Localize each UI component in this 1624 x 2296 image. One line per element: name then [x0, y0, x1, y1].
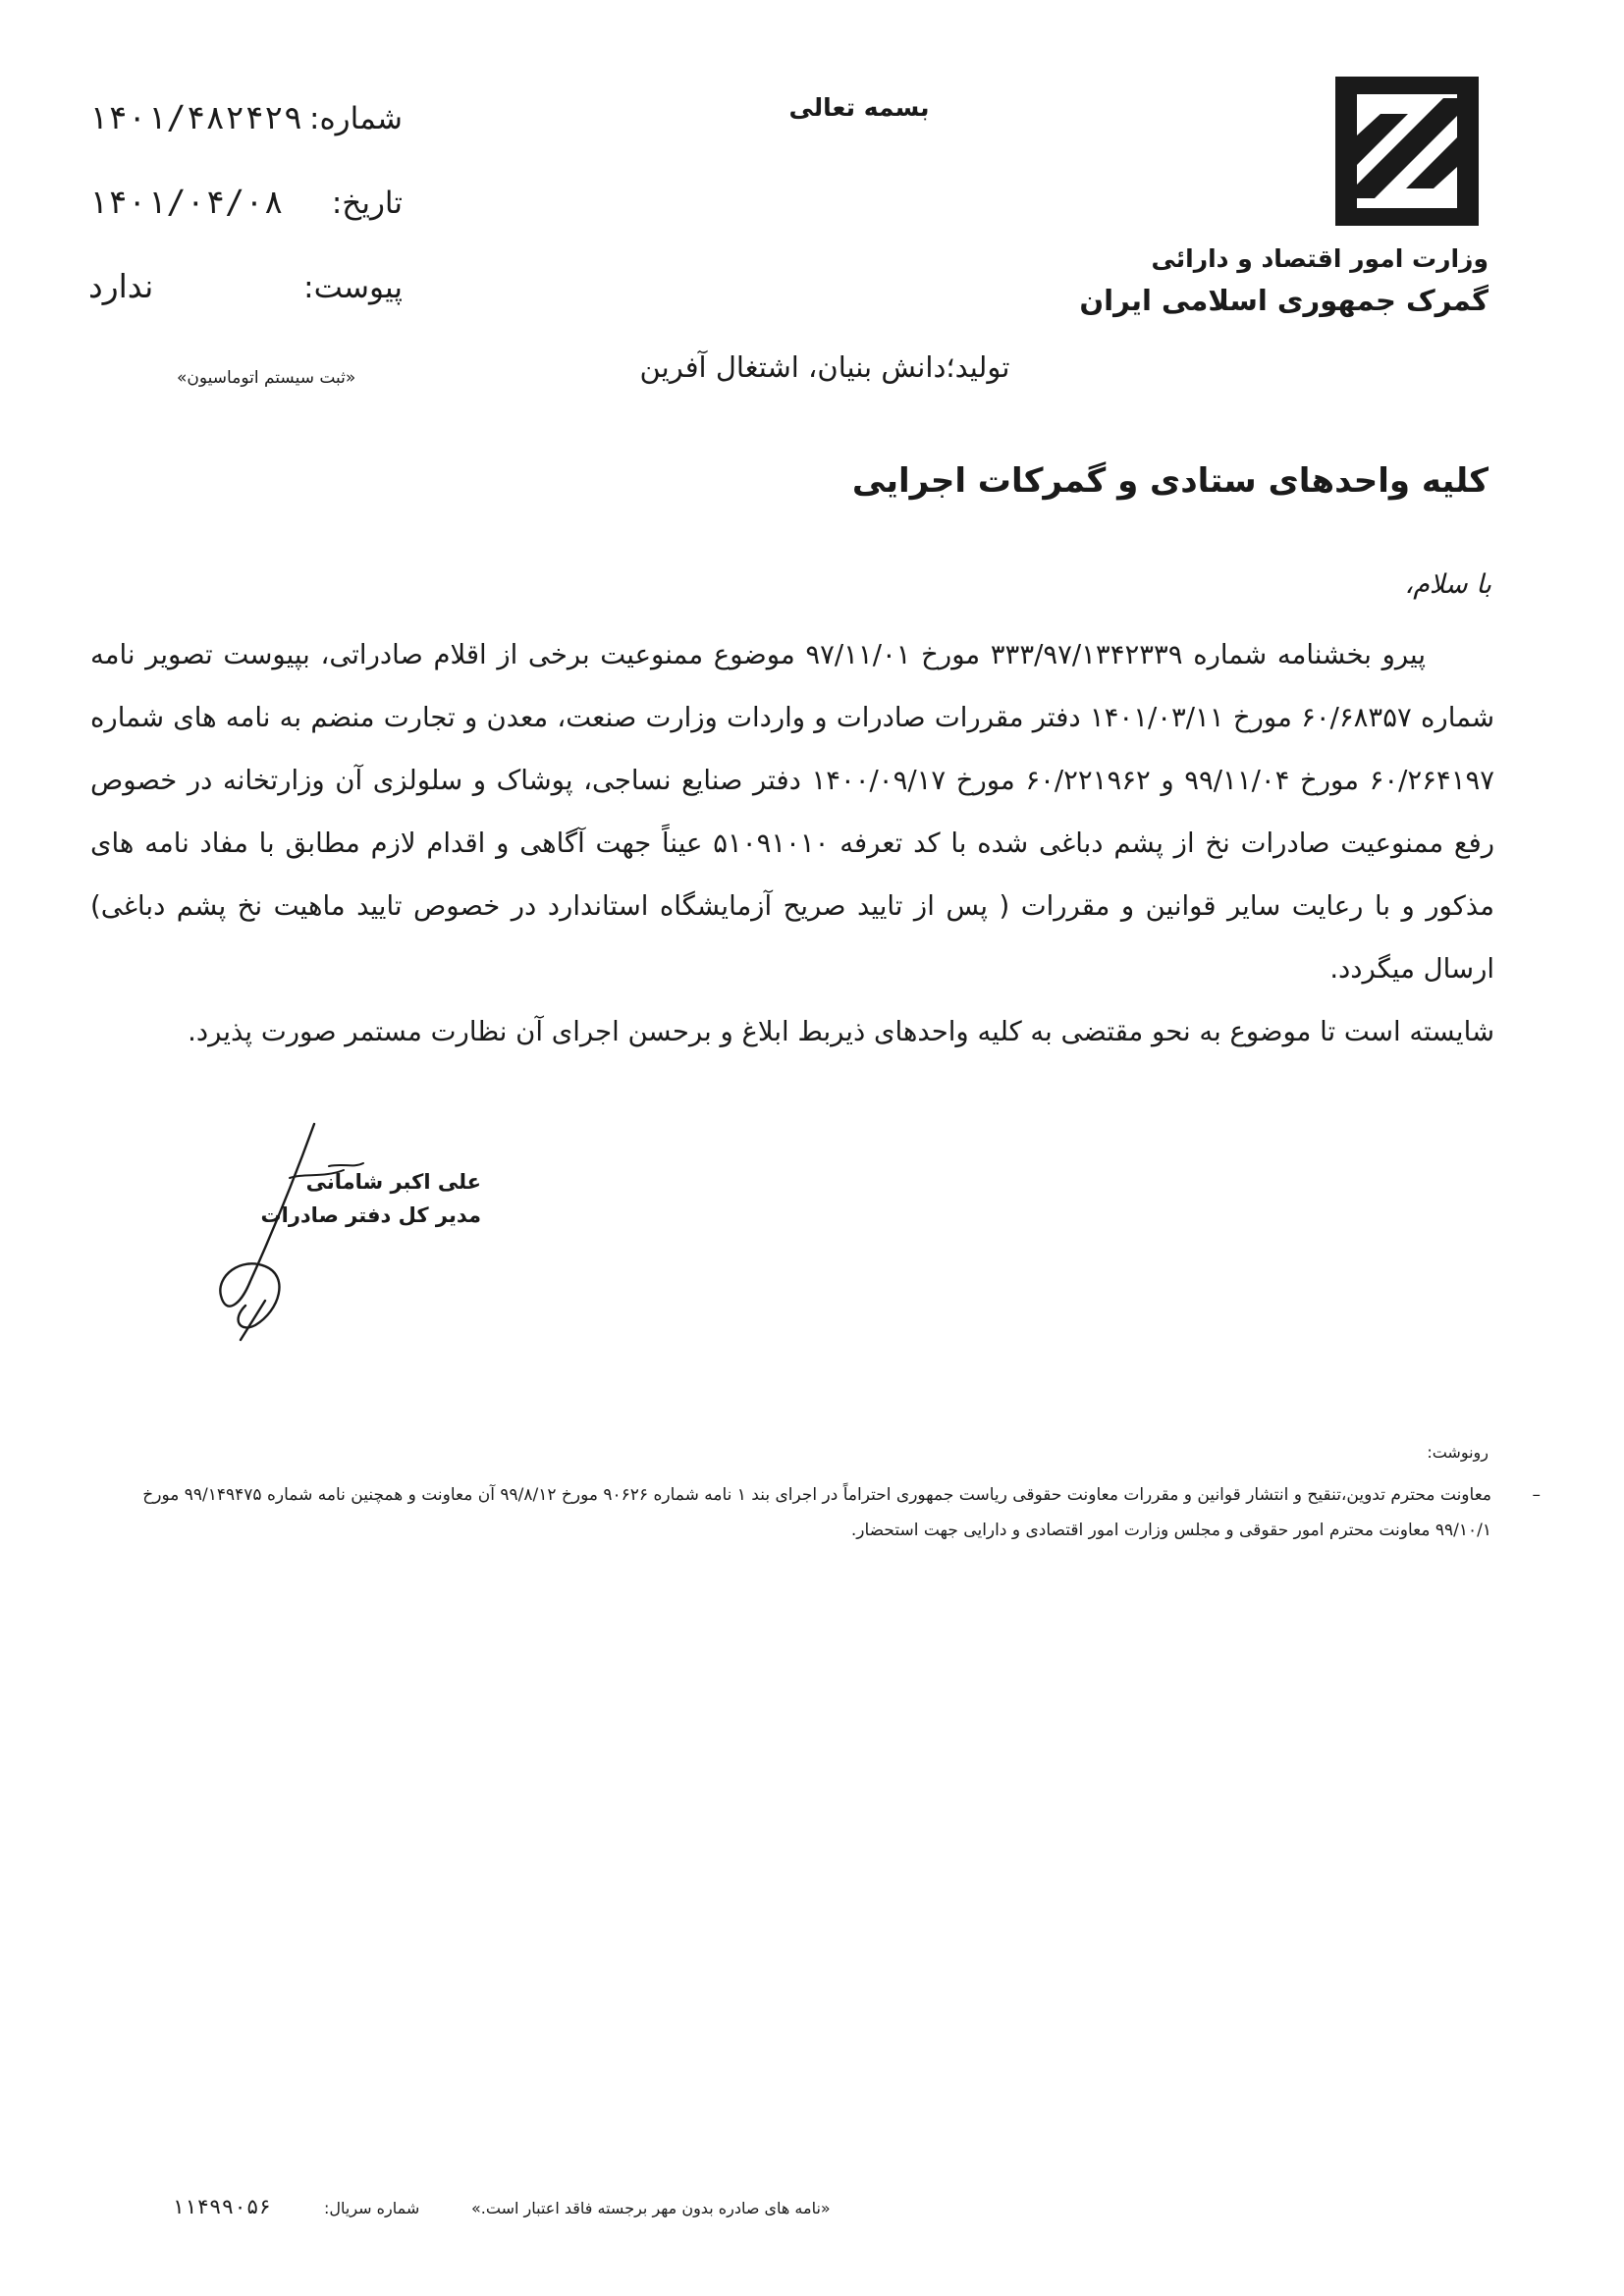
cc-dash: – — [1532, 1485, 1541, 1505]
signatory-title: مدیر کل دفتر صادرات — [260, 1202, 481, 1227]
date-value: ۱۴۰۱/۰۴/۰۸ — [88, 183, 284, 221]
attachment-label: پیوست: — [303, 270, 403, 305]
letter-body — [90, 623, 1494, 1063]
cc-item — [117, 1477, 1541, 1548]
attachment-value: ندارد — [88, 267, 154, 305]
signatory-name: علی اکبر شامانی — [305, 1170, 481, 1194]
footer-validity-note: «نامه های صادره بدون مهر برجسته فاقد اعتبار است.» — [471, 2199, 831, 2217]
signatory — [245, 1166, 481, 1232]
recipient-heading: کلیه واحدهای ستادی و گمرکات اجرایی — [851, 461, 1489, 501]
customs-line: گمرک جمهوری اسلامی ایران — [1079, 283, 1489, 317]
number-label: شماره: — [309, 101, 403, 136]
number-row — [88, 98, 403, 183]
ministry-line: وزارت امور اقتصاد و دارائی — [1151, 244, 1489, 273]
ministry-heading — [1079, 240, 1489, 323]
salutation: با سلام، — [1404, 569, 1491, 600]
body-paragraph-1: پیرو بخشنامه شماره ۳۳۳/۹۷/۱۳۴۲۳۳۹ مورخ ۹۷/۱۱/۰۱ موضوع ممنوعیت برخی از اقلام صادراتی، بپیوست تصویر نامه شماره ۶۰/۶۸۳۵۷ مورخ ۱۴۰۱/۰۳/۱۱ دفتر مقررات صادرات و واردات وزارت صنعت، معدن و تجارت منضم به نامه های شماره ۶۰/۲۶۴۱۹۷ مورخ ۹۹/۱۱/۰۴ و ۶۰/۲۲۱۹۶۲ مورخ ۱۴۰۰/۰۹/۱۷ دفتر صنایع نساجی، پوشاک و سلولزی آن وزارتخانه در خصوص رفع ممنوعیت صادرات نخ از پشم دباغی شده با کد تعرفه ۵۱۰۹۱۰۱۰ عیناً جهت آگاهی و اقدام لازم مطابق با مفاد نامه های مذکور و با رعایت سایر قوانین و مقررات ( پس از تایید صریح آزمایشگاه استاندارد در خصوص تایید ماهیت نخ پشم دباغی) ارسال میگردد. — [90, 639, 1495, 985]
number-value: ۱۴۰۱/۴۸۲۴۲۹ — [88, 98, 303, 136]
serial-value: ۱۱۴۹۹۰۵۶ — [172, 2195, 272, 2218]
cc-title: رونوشت: — [1427, 1443, 1489, 1462]
date-row — [88, 183, 403, 267]
customs-logo-icon — [1335, 77, 1479, 226]
cc-item-text: معاونت محترم تدوین،تنقیح و انتشار قوانین و مقررات معاونت حقوقی ریاست جمهوری احتراماً در اجرای بند ۱ نامه شماره ۹۰۶۲۶ مورخ ۹۹/۸/۱۲ آن معاونت و همچنین نامه شماره ۹۹/۱۴۹۴۷۵ مورخ ۹۹/۱۰/۱ معاونت محترم امور حقوقی و مجلس وزارت امور اقتصادی و دارایی جهت استحضار. — [142, 1485, 1491, 1540]
date-label: تاریخ: — [331, 186, 403, 221]
serial-label: شماره سریال: — [324, 2199, 420, 2217]
attachment-row — [88, 267, 403, 351]
motto: تولید؛دانش بنیان، اشتغال آفرین — [639, 350, 1010, 384]
letter-meta — [88, 98, 403, 351]
body-paragraph-2: شایسته است تا موضوع به نحو مقتضی به کلیه واحدهای ذیربط ابلاغ و برحسن اجرای آن نظارت مستمر صورت پذیرد. — [188, 1016, 1494, 1047]
bismillah: بسمه تعالی — [788, 93, 930, 122]
automation-note: «ثبت سیستم اتوماسیون» — [177, 368, 356, 388]
